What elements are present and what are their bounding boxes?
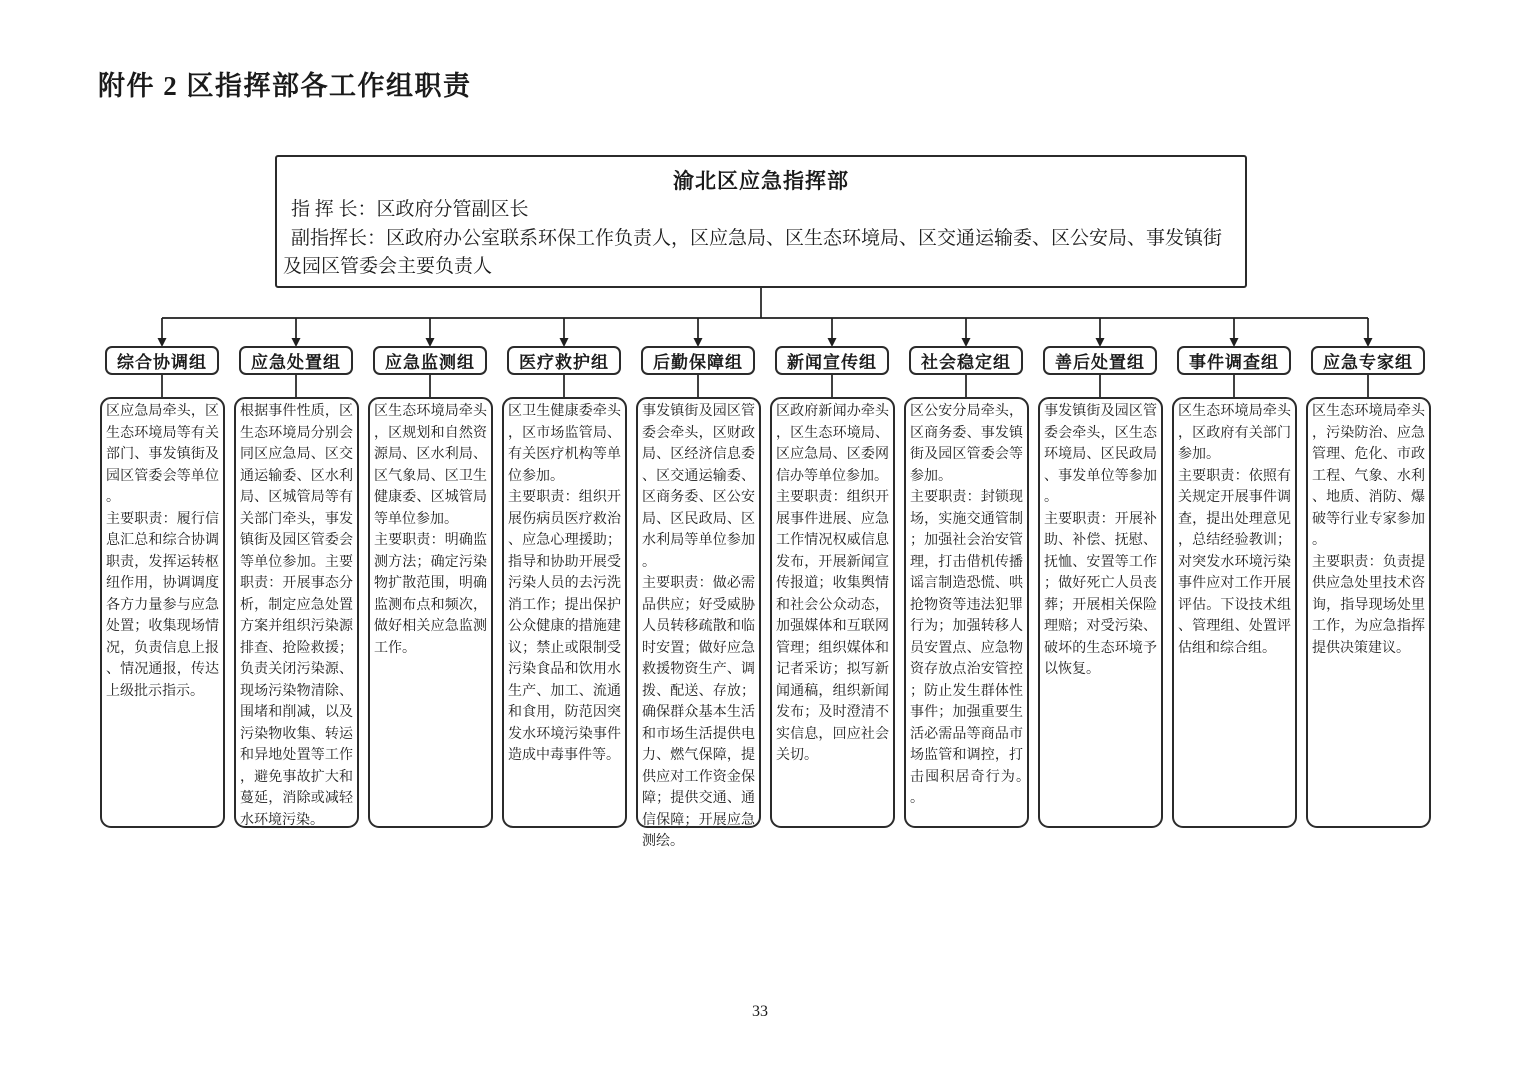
group-lead-units: 区公安分局牵头，区商务委、事发镇街及园区管委会等参加。: [910, 404, 1023, 484]
group-duties: 主要职责：封锁现场，实施交通管制；加强社会治安管理，打击借机传播谣言制造恐慌、哄抢物资等违法犯罪行为；加强转移人员安置点、应急物资存放点治安管控；防止发生群体性事件；加强重要生活必需品等商品市场监管和调控，打击囤积居奇行为。。: [910, 490, 1023, 806]
group-lead-units: 区应急局牵头，区生态环境局等有关部门、事发镇街及园区管委会等单位。: [106, 404, 219, 505]
group-header-news-publicity: 新闻宣传组: [775, 346, 889, 375]
command-headquarters-box: [275, 155, 1247, 288]
group-lead-units: 事发镇街及园区管委会牵头，区财政局、区经济信息委、区交通运输委、区商务委、区公安局、区民政局、区水利局等单位参加。: [642, 404, 755, 570]
deputy-commander-line: 副指挥长：区政府办公室联系环保工作负责人，区应急局、区生态环境局、区交通运输委、区公安局、事发镇街及园区管委会主要负责人: [283, 228, 1223, 277]
group-duties: 主要职责：明确监测方法；确定污染物扩散范围，明确监测布点和频次，做好相关应急监测工作。: [374, 533, 487, 656]
command-headquarters-title: 渝北区应急指挥部: [673, 169, 849, 193]
group-lead-units: 区生态环境局牵头，污染防治、应急管理、危化、市政工程、气象、水利、地质、消防、爆破等行业专家参加。: [1312, 404, 1425, 548]
group-detail-logistics-support: [636, 397, 761, 849]
group-detail-comprehensive-coordination: [100, 397, 225, 828]
group-detail-incident-investigation: [1172, 397, 1297, 828]
group-duties: 主要职责：依照有关规定开展事件调查，提出处理意见，总结经验教训；对突发水环境污染事件应对工作开展评估。下设技术组、管理组、处置评估组和综合组。: [1178, 468, 1291, 656]
group-header-incident-investigation: 事件调查组: [1177, 346, 1291, 375]
group-detail-emergency-monitoring: [368, 397, 493, 828]
group-duties: 主要职责：开展补助、补偿、抚慰、抚恤、安置等工作；做好死亡人员丧葬；开展相关保险理赔；对受污染、破坏的生态环境予以恢复。: [1044, 511, 1157, 677]
page-number: 33: [752, 1003, 768, 1020]
group-header-comprehensive-coordination: 综合协调组: [105, 346, 219, 375]
group-header-emergency-expert: 应急专家组: [1311, 346, 1425, 375]
group-detail-emergency-expert: [1306, 397, 1431, 828]
group-lead-units: 区生态环境局牵头，区政府有关部门参加。: [1178, 404, 1291, 462]
commander-line: 指 挥 长：区政府分管副区长: [291, 199, 529, 220]
group-detail-news-publicity: [770, 397, 895, 828]
group-detail-social-stability: [904, 397, 1029, 828]
group-lead-units: 根据事件性质，区生态环境局分别会同区应急局、区交通运输委、区水利局、区城管局等有关部门牵头，事发镇街及园区管委会等单位参加。主要职责：开展事态分析，制定应急处置方案并组织污染源排查、抢险救援；负责关闭污染源、现场污染物清除、围堵和削减，以及污染物收集、转运和异地处置等工作，避免事故扩大和蔓延，消除或减轻水环境污染。: [240, 404, 353, 828]
group-header-logistics-support: 后勤保障组: [641, 346, 755, 375]
group-header-medical-rescue: 医疗救护组: [507, 346, 621, 375]
group-lead-units: 区政府新闻办牵头，区生态环境局、区应急局、区委网信办等单位参加。: [776, 404, 889, 484]
group-duties: 主要职责：负责提供应急处里技术咨询，指导现场处里工作，为应急指挥提供决策建议。: [1312, 554, 1425, 656]
group-header-aftermath-disposal: 善后处置组: [1043, 346, 1157, 375]
group-detail-emergency-disposal: [234, 397, 359, 828]
group-lead-units: 区生态环境局牵头，区规划和自然资源局、区水利局、区气象局、区卫生健康委、区城管局等单位参加。: [374, 404, 487, 527]
group-duties: 主要职责：做必需品供应；好受威胁人员转移疏散和临时安置；做好应急救援物资生产、调拨、配送、存放；确保群众基本生活和市场生活提供电力、燃气保障，提供应对工作资金保障；提供交通、通信保障；开展应急测绘。: [642, 576, 755, 849]
group-duties: 主要职责：组织开展事件进展、应急工作情况权威信息发布，开展新闻宣传报道；收集舆情和社会公众动态，加强媒体和互联网管理；组织媒体和记者采访；拟写新闻通稿，组织新闻发布；及时澄清不实信息，回应社会关切。: [776, 490, 889, 763]
group-header-emergency-monitoring: 应急监测组: [373, 346, 487, 375]
group-duties: 主要职责：组织开展伤病员医疗救治、应急心理援助；指导和协助开展受污染人员的去污洗消工作；提出保护公众健康的措施建议；禁止或限制受污染食品和饮用水生产、加工、流通和食用，防范因突发水环境污染事件造成中毒事件等。: [508, 490, 621, 763]
attachment-title: 附件 2 区指挥部各工作组职责: [98, 71, 472, 101]
group-header-social-stability: 社会稳定组: [909, 346, 1023, 375]
group-detail-medical-rescue: [502, 397, 627, 828]
group-lead-units: 事发镇街及园区管委会牵头，区生态环境局、区民政局、事发单位等参加。: [1044, 404, 1157, 505]
group-detail-aftermath-disposal: [1038, 397, 1163, 828]
group-header-emergency-disposal: 应急处置组: [239, 346, 353, 375]
group-duties: 主要职责：履行信息汇总和综合协调职责，发挥运转枢纽作用，协调调度各方力量参与应急处置；收集现场情况，负责信息上报、情况通报，传达上级批示指示。: [106, 511, 219, 699]
group-lead-units: 区卫生健康委牵头，区市场监管局、有关医疗机构等单位参加。: [508, 404, 621, 484]
